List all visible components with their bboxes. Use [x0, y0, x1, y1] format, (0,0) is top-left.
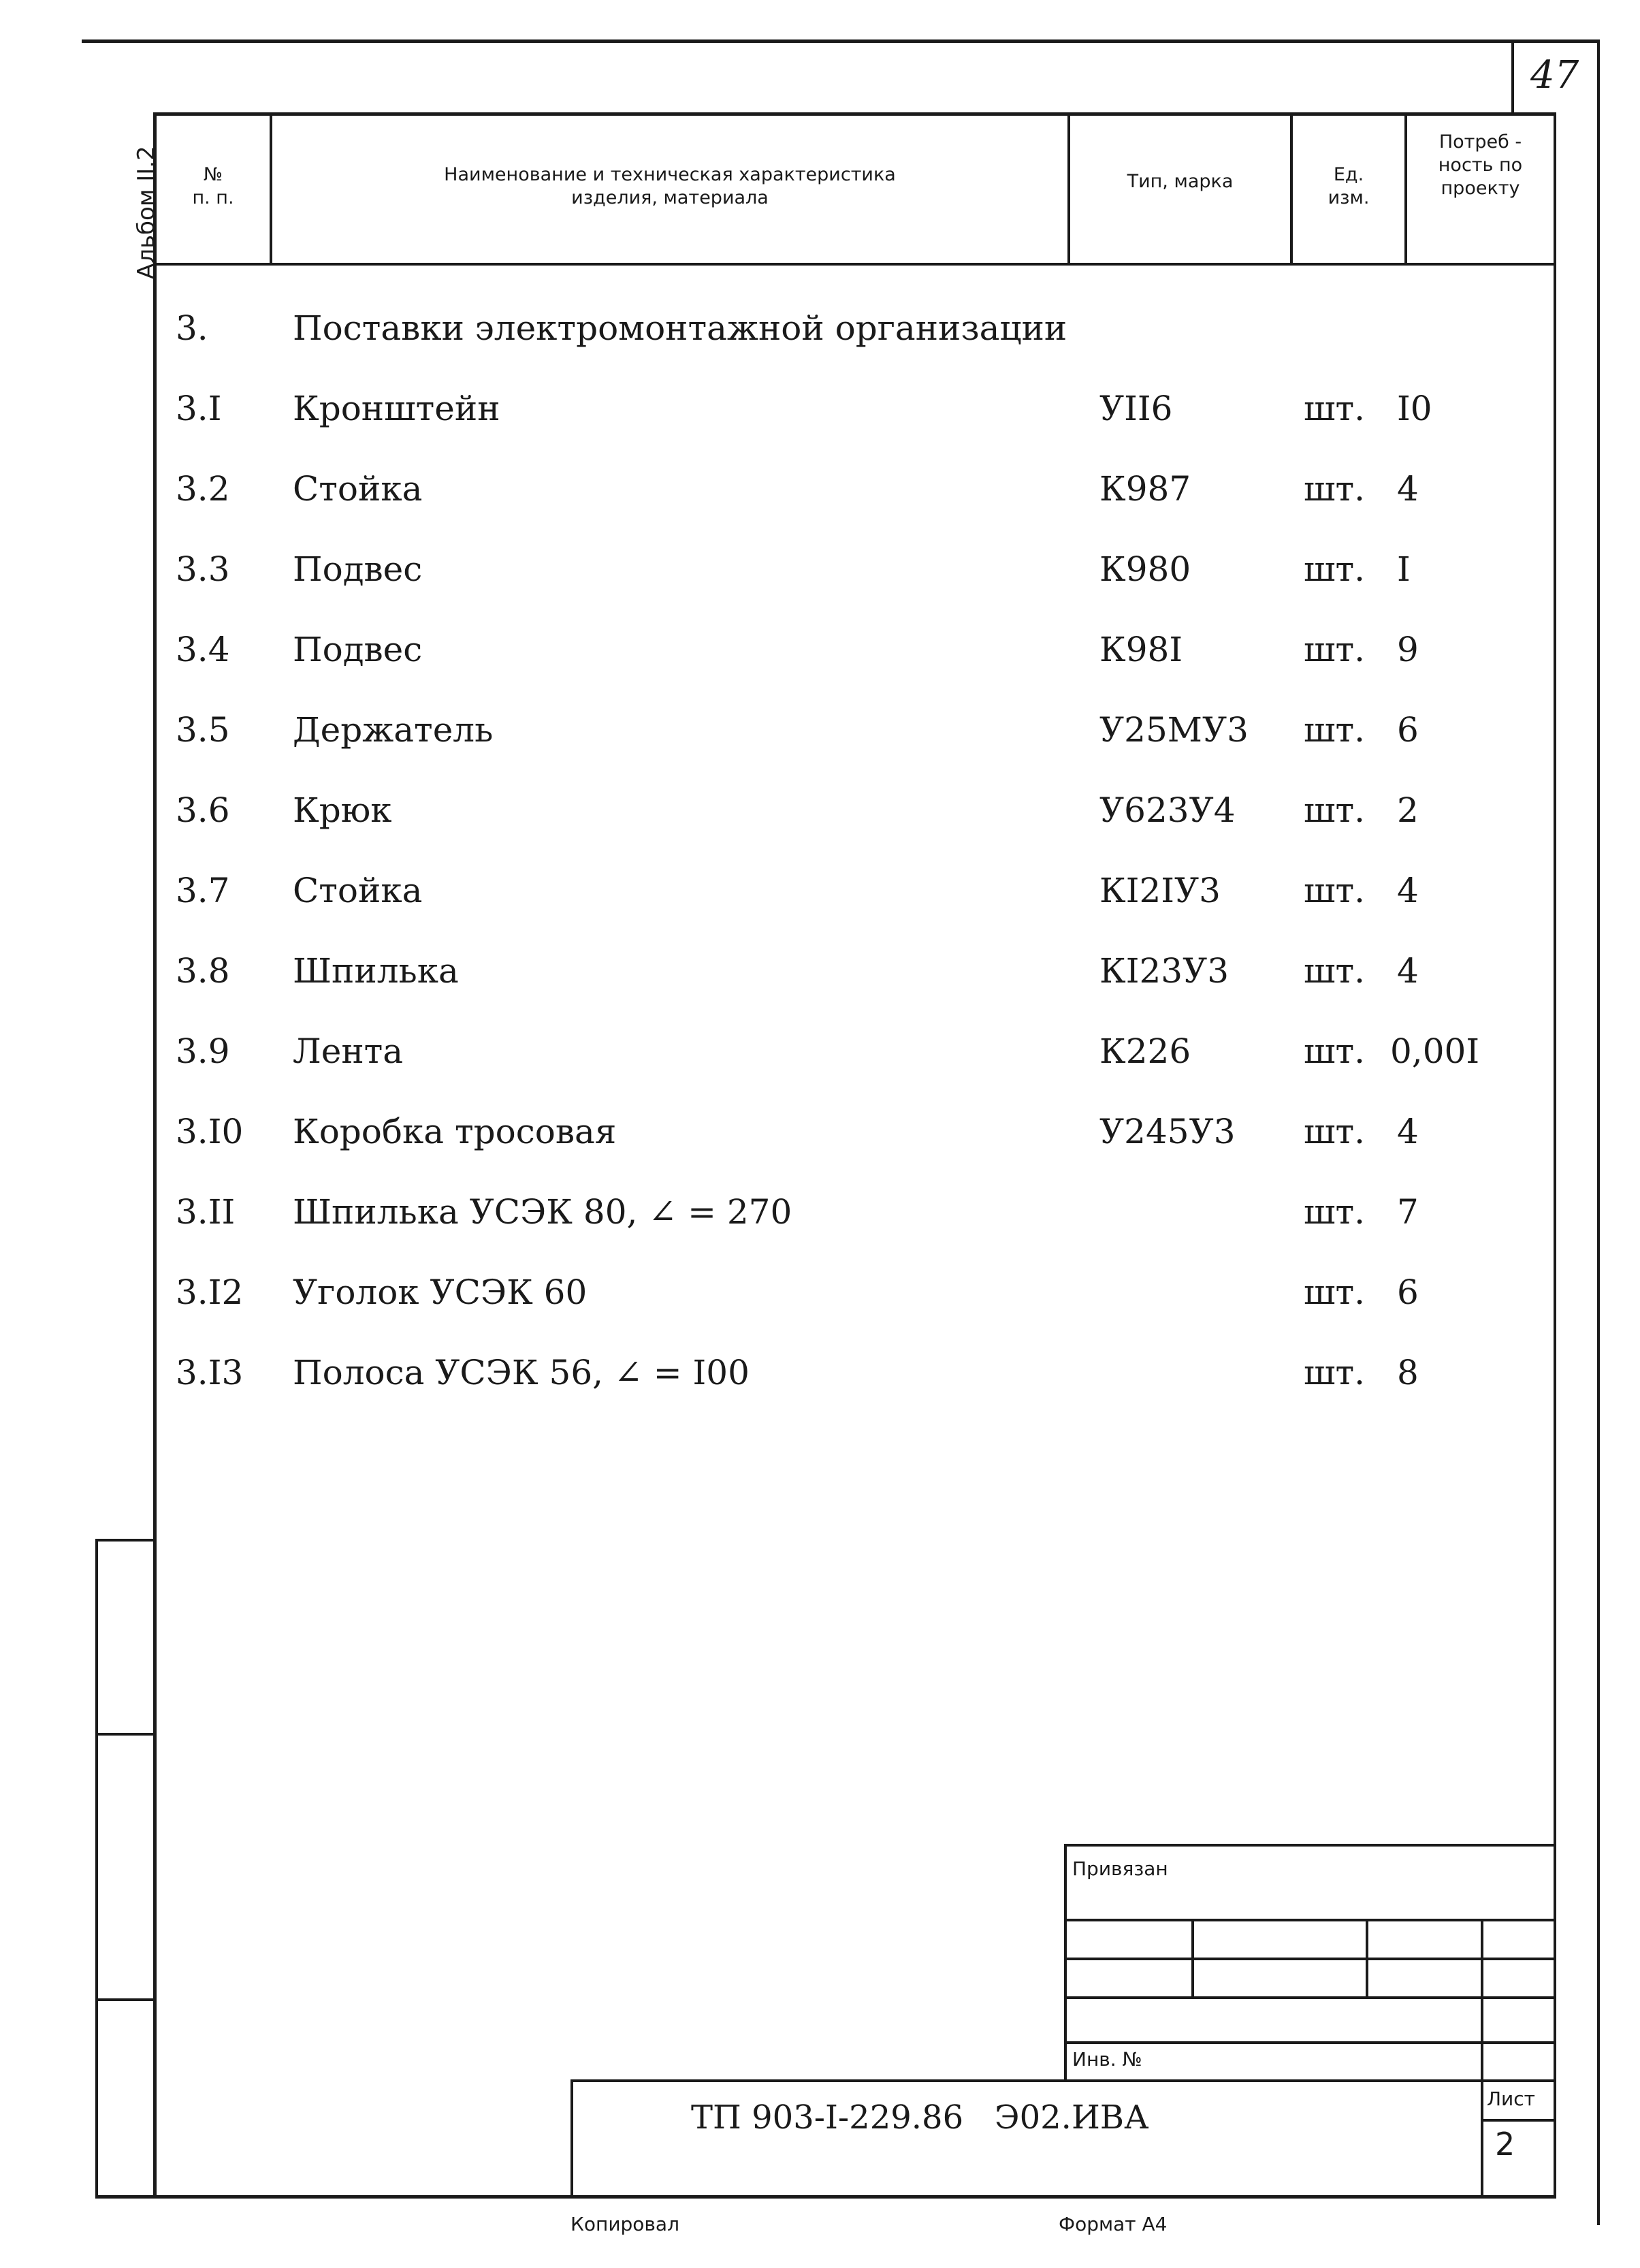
- sheet-label: Лист: [1487, 2088, 1535, 2110]
- row-unit: шт.: [1304, 1353, 1366, 1392]
- row-name: Поставки электромонтажной организации: [293, 308, 1067, 348]
- row-type: К226: [1099, 1032, 1191, 1071]
- document-code: ТП 903-I-229.86 Э02.ИВА: [691, 2098, 1149, 2137]
- linked-label: Привязан: [1072, 1857, 1168, 1880]
- header-bottom-rule: [153, 263, 1556, 266]
- row-unit: шт.: [1304, 951, 1366, 991]
- table-row: [0, 1345, 1640, 1400]
- stamp-left-line: [1064, 1844, 1067, 2082]
- row-type: У245У3: [1099, 1112, 1236, 1151]
- row-unit: шт.: [1304, 549, 1366, 589]
- row-unit: шт.: [1304, 1192, 1366, 1232]
- stamp-col-3: [1481, 1919, 1483, 2198]
- row-unit: шт.: [1304, 469, 1366, 509]
- row-name: Стойка: [293, 871, 423, 910]
- row-type: КI2IУ3: [1099, 871, 1221, 910]
- row-num: 3.: [176, 308, 208, 348]
- row-qty: 4: [1397, 1112, 1419, 1151]
- table-row: [0, 1185, 1640, 1239]
- row-name: Уголок УСЭК 60: [293, 1273, 588, 1312]
- table-row: [0, 622, 1640, 677]
- margin-rule-1: [95, 1539, 157, 1542]
- top-rule: [82, 39, 1600, 43]
- table-row: [0, 863, 1640, 918]
- table-row: [0, 542, 1640, 596]
- row-type: КI23У3: [1099, 951, 1229, 991]
- row-qty: 4: [1397, 871, 1419, 910]
- row-name: Подвес: [293, 549, 423, 589]
- row-qty: 8: [1397, 1353, 1419, 1392]
- margin-rule-2: [95, 1733, 157, 1736]
- row-num: 3.6: [176, 790, 230, 830]
- row-num: 3.I2: [176, 1273, 244, 1312]
- row-type: К98I: [1099, 630, 1183, 669]
- row-num: 3.I: [176, 389, 222, 428]
- row-num: 3.2: [176, 469, 230, 509]
- margin-column-line: [95, 1539, 98, 2198]
- row-unit: шт.: [1304, 710, 1366, 750]
- sheet-number: 2: [1495, 2126, 1515, 2162]
- row-qty: 4: [1397, 951, 1419, 991]
- sheet-box-rule: [1481, 2119, 1556, 2122]
- doc-box-top: [570, 2079, 1556, 2082]
- table-row: [0, 301, 1640, 355]
- margin-rule-3: [95, 1998, 157, 2001]
- row-unit: шт.: [1304, 1032, 1366, 1071]
- row-num: 3.5: [176, 710, 230, 750]
- inv-label: Инв. №: [1072, 2048, 1142, 2071]
- row-qty: I: [1397, 549, 1411, 589]
- header-unit: Ед. изм.: [1328, 164, 1370, 208]
- page-number-box-left: [1511, 41, 1514, 114]
- row-type: К980: [1099, 549, 1191, 589]
- format-label: Формат А4: [1059, 2213, 1168, 2235]
- row-unit: шт.: [1304, 389, 1366, 428]
- row-qty: I0: [1397, 389, 1432, 428]
- header-name: Наименование и техническая характеристика изделия, материала: [444, 164, 896, 208]
- row-qty: 0,00I: [1390, 1032, 1480, 1071]
- row-qty: 2: [1397, 790, 1419, 830]
- table-row: [0, 703, 1640, 757]
- album-label: Альбом II.2: [133, 146, 160, 279]
- row-qty: 9: [1397, 630, 1419, 669]
- row-name: Держатель: [293, 710, 494, 750]
- row-unit: шт.: [1304, 790, 1366, 830]
- doc-box-left: [570, 2079, 573, 2198]
- table-row: [0, 783, 1640, 837]
- row-name: Шпилька: [293, 951, 459, 991]
- header-qty: Потреб - ность по проекту: [1438, 131, 1523, 199]
- row-num: 3.3: [176, 549, 230, 589]
- row-type: У25МУ3: [1099, 710, 1249, 750]
- header-num: № п. п.: [192, 164, 234, 208]
- stamp-top-line: [1064, 1844, 1556, 1847]
- frame-top: [153, 112, 1556, 116]
- row-num: 3.8: [176, 951, 230, 991]
- row-qty: 6: [1397, 710, 1419, 750]
- stamp-col-1: [1191, 1919, 1194, 1999]
- row-num: 3.9: [176, 1032, 230, 1071]
- copied-label: Копировал: [570, 2213, 679, 2235]
- row-qty: 7: [1397, 1192, 1419, 1232]
- row-unit: шт.: [1304, 871, 1366, 910]
- row-name: Шпилька УСЭК 80, ∠ = 270: [293, 1192, 792, 1232]
- row-type: У623У4: [1099, 790, 1236, 830]
- row-num: 3.4: [176, 630, 230, 669]
- row-name: Кронштейн: [293, 389, 500, 428]
- stamp-col-2: [1366, 1919, 1368, 1999]
- table-row: [0, 1265, 1640, 1320]
- frame-bottom: [95, 2195, 1556, 2199]
- table-row: [0, 381, 1640, 436]
- row-num: 3.II: [176, 1192, 236, 1232]
- row-unit: шт.: [1304, 630, 1366, 669]
- row-num: 3.7: [176, 871, 230, 910]
- table-row: [0, 462, 1640, 516]
- header-type: Тип, марка: [1127, 171, 1234, 192]
- row-name: Коробка тросовая: [293, 1112, 617, 1151]
- row-name: Лента: [293, 1032, 404, 1071]
- row-name: Полоса УСЭК 56, ∠ = I00: [293, 1353, 750, 1392]
- row-num: 3.I0: [176, 1112, 244, 1151]
- row-type: К987: [1099, 469, 1191, 509]
- row-unit: шт.: [1304, 1273, 1366, 1312]
- row-unit: шт.: [1304, 1112, 1366, 1151]
- row-name: Подвес: [293, 630, 423, 669]
- table-row: [0, 1104, 1640, 1159]
- table-row: [0, 944, 1640, 998]
- table-row: [0, 1024, 1640, 1079]
- row-name: Стойка: [293, 469, 423, 509]
- page-number: 47: [1530, 53, 1579, 97]
- row-qty: 4: [1397, 469, 1419, 509]
- row-num: 3.I3: [176, 1353, 244, 1392]
- row-qty: 6: [1397, 1273, 1419, 1312]
- row-name: Крюк: [293, 790, 392, 830]
- row-type: УII6: [1099, 389, 1173, 428]
